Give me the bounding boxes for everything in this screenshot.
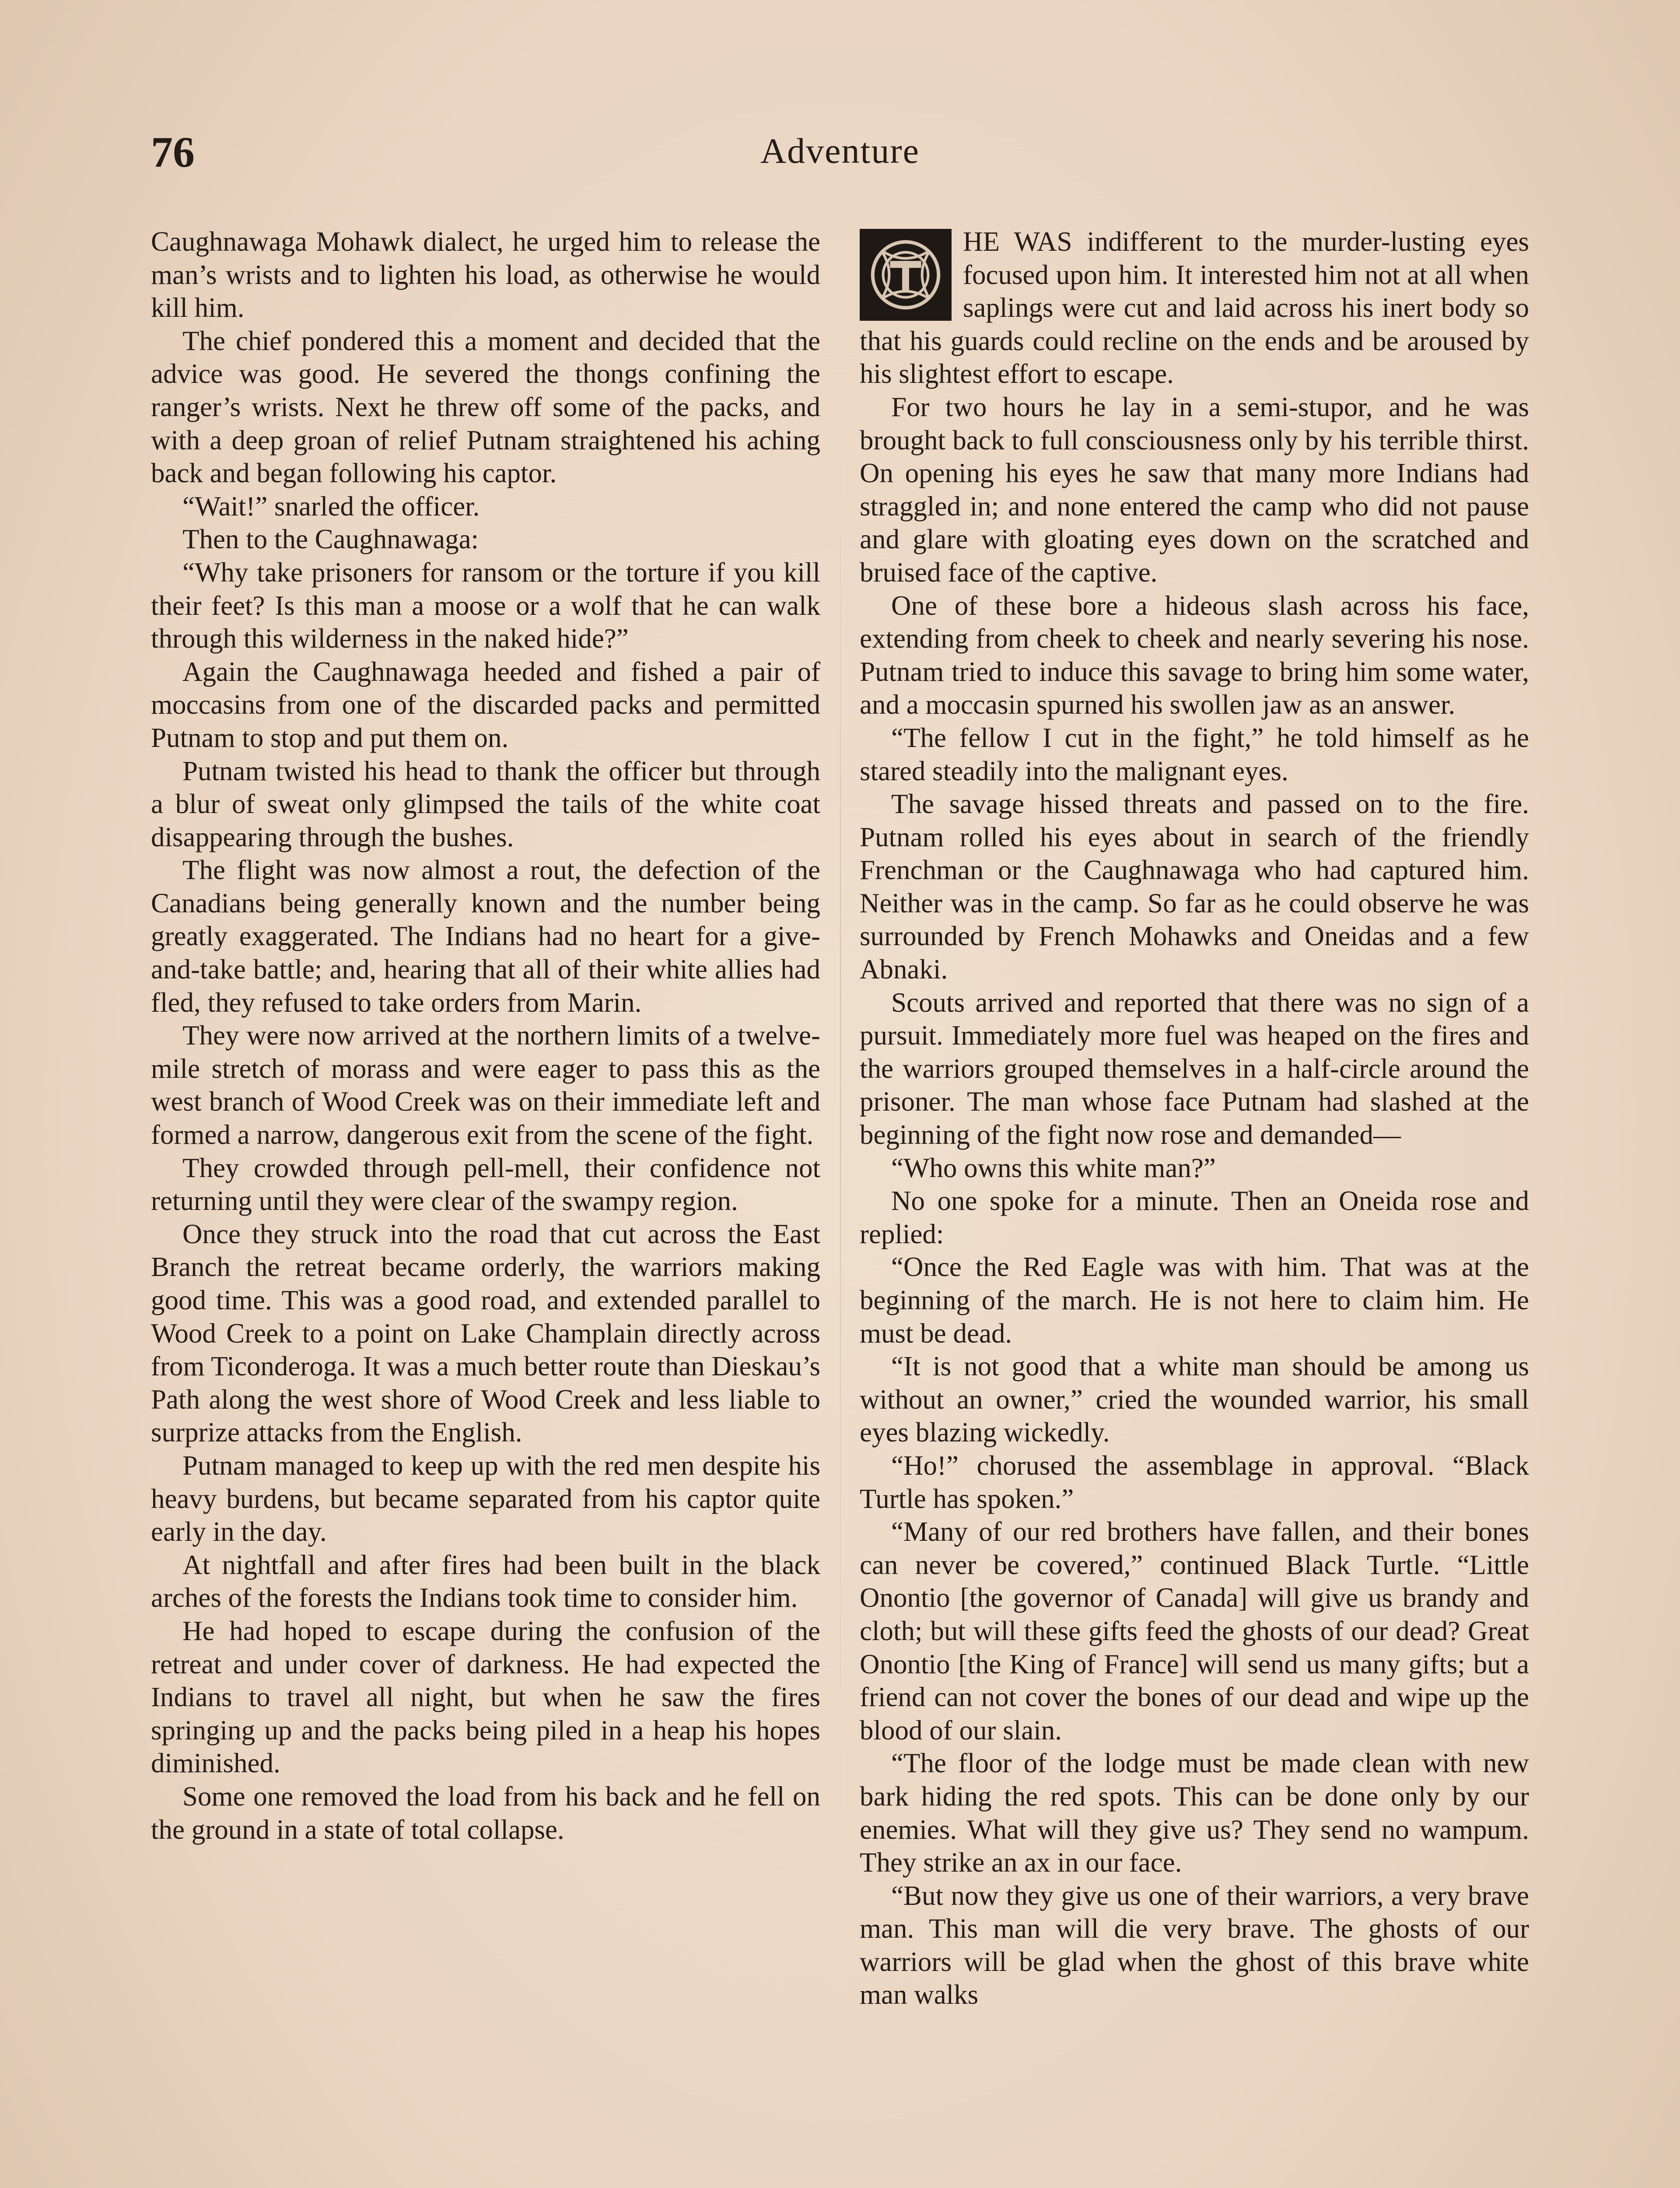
paragraph: “Many of our red brothers have fallen, and their bones can never be covered,” continued Black Turtle. “Little Onontio [the governor of Canada] will give us brandy and cloth; but will these gifts feed the ghosts of our dead? Great Onontio [the King of France] will send us many gifts; but a friend can not cover the bones of our dead and wipe up the blood of our slain. [860,1516,1529,1746]
running-title: Adventure [760,131,920,171]
paragraph: “Who owns this white man?” [891,1152,1216,1183]
paragraph: Putnam managed to keep up with the red men despite his heavy burdens, but became separated from his captor quite early in the day. [151,1450,820,1547]
paragraph: “Once the Red Eagle was with him. That was at the beginning of the march. He is not here to claim him. He must be dead. [860,1252,1529,1349]
paragraph: “Wait!” snarled the officer. [182,491,480,522]
paragraph: For two hours he lay in a semi-stupor, and he was brought back to full consciousness only by his terrible thirst. On opening his eyes he saw that many more Indians had straggled in; and none entered the camp who did not pause and glare with gloating eyes down on the scratched and bruised face of the captive. [860,391,1529,588]
paragraph: “The fellow I cut in the fight,” he told himself as he stared steadily into the malignant eyes. [860,722,1529,786]
paragraph: “But now they give us one of their warriors, a very brave man. This man will die very brave. The ghosts of our warriors will be glad when the ghost of this brave white man walks [860,1880,1529,2010]
ornamental-dropcap-icon [860,229,952,321]
paragraph: Some one removed the load from his back and he fell on the ground in a state of total collapse. [151,1781,820,1845]
paragraph: “Why take prisoners for ransom or the torture if you kill their feet? Is this man a moose or a wolf that he can walk through this wilderness in the naked hide?” [151,557,820,654]
paragraph: HE WAS indifferent to the murder-lusting eyes focused upon him. It interested him not at all when saplings were cut and laid across his inert body so that his guards could recline on the ends and be aroused by his slightest effort to escape. [860,226,1529,389]
paragraph: No one spoke for a minute. Then an Oneida rose and replied: [860,1185,1529,1249]
paragraph: Then to the Caughnawaga: [182,524,479,555]
paragraph: The chief pondered this a moment and decided that the advice was good. He severed the thongs confining the ranger’s wrists. Next he threw off some of the packs, and with a deep groan of relief Putnam straightened his aching back and began following his captor. [151,325,820,489]
paragraph: One of these bore a hideous slash across his face, extending from cheek to cheek and nearly severing his nose. Putnam tried to induce this savage to bring him some water, and a moccasin spurned his swollen jaw as an answer. [860,590,1529,720]
paragraph: At nightfall and after fires had been built in the black arches of the forests the Indians took time to consider him. [151,1549,820,1613]
paragraph: “It is not good that a white man should be among us without an owner,” cried the wounded warrior, his small eyes blazing wickedly. [860,1351,1529,1448]
paragraph: Once they struck into the road that cut across the East Branch the retreat became orderly, the warriors making good time. This was a good road, and extended parallel to Wood Creek to a point on Lake Champlain directly across from Ticonderoga. It was a much better route than Dieskau’s Path along the west shore of Wood Creek and less liable to surprize attacks from the English. [151,1218,820,1448]
paragraph: “Ho!” chorused the assemblage in approval. “Black Turtle has spoken.” [860,1450,1529,1514]
paragraph: “The floor of the lodge must be made clean with new bark hiding the red spots. This can be done only by our enemies. What will they give us? They send no wampum. They strike an ax in our face. [860,1748,1529,1878]
paragraph: Scouts arrived and reported that there was no sign of a pursuit. Immediately more fuel was heaped on the fires and the warriors grouped themselves in a half-circle around the prisoner. The man whose face Putnam had slashed at the beginning of the fight now rose and demanded— [860,987,1529,1150]
paragraph: They were now arrived at the northern limits of a twelve-mile stretch of morass and were eager to pass this as the west branch of Wood Creek was on their immediate left and formed a narrow, dangerous exit from the scene of the fight. [151,1020,820,1150]
paragraph: They crowded through pell-mell, their confidence not returning until they were clear of the swampy region. [151,1152,820,1217]
paragraph: Caughnawaga Mohawk dialect, he urged him to release the man’s wrists and to lighten his load, as otherwise he would kill him. [151,226,820,323]
paragraph: Putnam twisted his head to thank the officer but through a blur of sweat only glimpsed the tails of the white coat disappearing through the bushes. [151,755,820,852]
paragraph: The flight was now almost a rout, the defection of the Canadians being generally known and the number being greatly exaggerated. The Indians had no heart for a give-and-take battle; and, hearing that all of their white allies had fled, they refused to take orders from Marin. [151,855,820,1018]
paragraph: The savage hissed threats and passed on to the fire. Putnam rolled his eyes about in search of the friendly Frenchman or the Caughnawaga who had captured him. Neither was in the camp. So far as he could observe he was surrounded by French Mohawks and Oneidas and a few Abnaki. [860,789,1529,985]
page-number: 76 [151,128,195,176]
column-gutter [840,438,841,1838]
paragraph: He had hoped to escape during the confusion of the retreat and under cover of darkness. He had expected the Indians to travel all night, but when he saw the fires springing up and the packs being piled in a heap his hopes diminished. [151,1615,820,1779]
paragraph: Again the Caughnawaga heeded and fished a pair of moccasins from one of the discarded packs and permitted Putnam to stop and put them on. [151,656,820,753]
right-column [860,225,1529,2012]
left-column [151,225,820,1846]
